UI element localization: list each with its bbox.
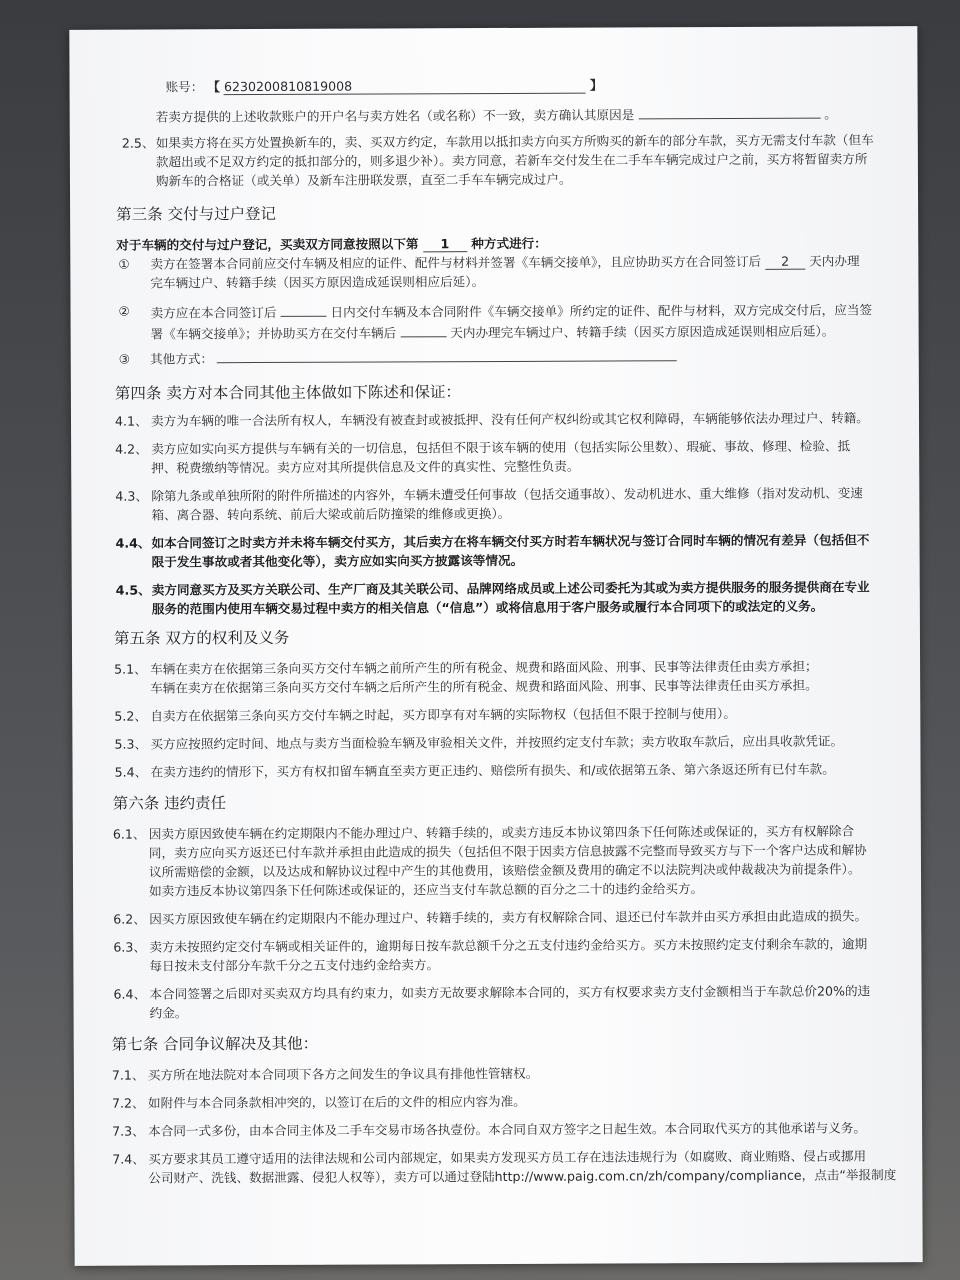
clause-line: 因卖方原因致使车辆在约定期限内不能办理过户、转籍手续的，或卖方违反本协议第四条下任何陈述或保证的，买方有权解除合	[148, 823, 855, 842]
clause-2-5	[122, 130, 874, 190]
option-text: 其他方式：	[150, 351, 214, 367]
mismatch-end: 。	[824, 106, 837, 122]
clause-line: 在卖方违约的情形下，买方有权扣留车辆直至卖方更正违约、赔偿所有损失、和/或依据第五条、第六条返还所有已付车款。	[150, 761, 835, 780]
option-text: 天内办理	[809, 253, 860, 269]
article-7-title: 第七条 合同争议解决及其他：	[111, 1034, 319, 1054]
clause-number: 6.4、	[113, 986, 147, 1002]
clause-item	[116, 530, 870, 571]
clause-number: 4.5、	[115, 582, 151, 598]
clause-number: 6.2、	[113, 911, 146, 927]
clause-line: 箱、离合器、转向系统、前后大梁或前后防撞梁的维修或更换）。	[151, 505, 511, 523]
clause-number: 4.1、	[114, 413, 148, 429]
clause-number: 5.3、	[114, 736, 148, 752]
intro-text-end: 种方式进行：	[471, 235, 547, 252]
account-mismatch-line	[156, 103, 837, 127]
clause-number: 7.3、	[112, 1123, 145, 1139]
clause-line: 每日按未支付部分车款千分之五支付违约金给卖方。	[149, 957, 440, 974]
clause-number: 7.4、	[112, 1151, 145, 1167]
clause-number: 6.3、	[113, 939, 146, 955]
clause-line: 卖方应如实向买方提供与车辆有关的一切信息，包括但不限于该车辆的使用（包括实际公里数）、瑕疵、事故、修理、检验、抵	[151, 438, 851, 457]
clause-item	[113, 981, 870, 1022]
clause-line: 如本合同签订之时卖方并未将车辆交付买方，其后卖方在将车辆交付买方时若车辆状况与签订合同时车辆的情况有差异（包括但不	[151, 532, 870, 551]
option-text: 完车辆过户、转籍手续（因买方原因造成延误则相应后延）。	[150, 274, 485, 291]
mismatch-reason-blank	[638, 103, 820, 120]
clause-line: 如附件与本合同条款相冲突的，以签订在后的文件的相应内容为准。	[147, 1093, 526, 1111]
clause-line: 因买方原因致使车辆在约定期限内不能办理过户、转籍手续的，卖方有权解除合同、退还已付车款并由买方承担由此造成的损失。	[149, 908, 868, 927]
clause-line: 卖方同意买方及买方关联公司、生产厂商及其关联公司、品牌网络成员或上述公司委托为其或为卖方提供服务的服务提供商在专业	[151, 579, 870, 598]
method-number-blank: 1	[423, 236, 467, 252]
account-close-bracket: 】	[589, 77, 603, 93]
clause-item	[113, 934, 867, 975]
clause-number: 7.2、	[111, 1095, 145, 1111]
clause-item	[112, 1064, 538, 1085]
clause-line: 卖方为车辆的唯一合法所有权人，车辆没有被查封或被抵押、没有任何产权纠纷或其它权利障碍，车辆能够依法办理过户、转籍。	[150, 410, 869, 429]
option-text: 天内办理完车辆过户、转籍手续（因买方原因造成延误则相应后延）。	[450, 323, 835, 341]
clause-line: 如果卖方将在买方处置换新车的，卖、买双方约定，车款用以抵扣卖方向买方所购买的新车的部分车款，买方无需支付车款（但车	[155, 132, 874, 151]
clause-line: 卖方未按照约定交付车辆或相关证件的，逾期每日按车款总额千分之五支付违约金给买方。买方未按照约定支付剩余车款的，逾期	[149, 936, 868, 955]
option-number: ③	[118, 351, 131, 367]
clause-line: 买方要求其员工遵守适用的法律法规和公司内部规定，如果卖方发现买方员工存在违法违规行为（如腐败、商业贿赂、侵占或挪用	[148, 1148, 867, 1167]
clause-item	[112, 1092, 526, 1113]
option-text: 卖方在签署本合同前应交付车辆及相应的证件、配件与材料并签署《车辆交接单》，且应协助买方在合同签订后	[150, 253, 762, 272]
article-6-title: 第六条 违约责任	[112, 794, 227, 813]
clause-item	[112, 1118, 866, 1140]
article-4-title: 第四条 卖方对本合同其他主体做如下陈述和保证：	[114, 383, 461, 403]
article-5-title: 第五条 双方的权利及义务	[113, 628, 290, 648]
clause-line: 本合同一式多份，由本合同主体及二手车交易市场各执壹份。本合同自双方签字之日起生效。本合同取代买方的其他承诺与义务。	[148, 1120, 866, 1139]
article-5-items	[114, 656, 904, 780]
clause-item	[115, 408, 869, 430]
clause-item	[115, 436, 850, 477]
clause-line: 车辆在卖方在依据第三条向买方交付车辆之前所产生的所有税金、规费和路面风险、刑事、民事等法律责任由卖方承担；	[150, 658, 818, 677]
clause-line: 约金。	[149, 1005, 188, 1021]
article-4-items	[114, 408, 905, 617]
other-method-blank	[217, 345, 677, 363]
clause-line: 除第九条或单独所附的附件所描述的内容外，车辆未遭受任何事故（包括交通事故）、发动机进水、重大维修（指对发动机、变速	[151, 485, 863, 504]
clause-number: 4.4、	[115, 535, 151, 551]
clause-line: 限于发生事故或者其他变化等），卖方应如实向买方披露该等情况。	[151, 552, 524, 570]
option-2-transfer-days-blank	[400, 321, 446, 337]
article-3-option-3	[119, 345, 677, 368]
clause-number: 6.1、	[112, 826, 146, 842]
clause-item	[116, 577, 870, 618]
clause-number: 5.4、	[114, 764, 148, 780]
article-3-option-1	[118, 251, 859, 292]
clause-line: 同，卖方应向买方返还已付车款并承担由此造成的损失（包括但不限于因卖方信息披露不完整而导致买方与下一个客户达成和解协	[148, 842, 867, 861]
clause-line: 议所需赔偿的金额，以及达成和解协议过程中产生的其他费用，该赔偿金额及费用的确定不以法院判决或仲裁裁决为前提条件）。	[148, 861, 861, 880]
mismatch-text: 若卖方提供的上述收款账户的开户名与卖方姓名（或名称）不一致，卖方确认其原因是	[155, 107, 635, 125]
clause-number: 2.5、	[121, 135, 155, 151]
clause-number: 7.1、	[111, 1067, 145, 1083]
option-text: 署《车辆交接单》；并协助买方在交付车辆后	[150, 325, 397, 342]
article-6-items	[112, 821, 903, 1021]
clause-item	[114, 657, 818, 698]
clause-item	[114, 731, 843, 753]
option-2-days-blank	[280, 301, 326, 317]
option-number: ②	[118, 303, 130, 319]
clause-line: 购新车的合格证（或关单）及新车注册联发票，直至二手车车辆完成过户。	[155, 171, 572, 189]
intro-text: 对于车辆的交付与过户登记，买卖双方同意按照以下第	[116, 236, 419, 253]
contract-page	[69, 26, 922, 1266]
clause-item	[115, 483, 863, 524]
account-open-bracket: 【	[207, 79, 220, 95]
clause-line: 自卖方在依据第三条向买方交付车辆之时起，买方即享有对车辆的实际物权（包括但不限于控制与使用）。	[150, 705, 736, 724]
account-label: 账号：	[165, 79, 204, 95]
clause-item	[114, 704, 736, 726]
option-number: ①	[118, 256, 130, 272]
clause-line: 买方应按照约定时间、地点与卖方当面检验车辆及审验相关文件，并按照约定支付车款；卖方收取车款后，应出具收款凭证。	[150, 733, 844, 752]
clause-line: 公司财产、洗钱、数据泄露、侵犯人权等），卖方可以通过登陆http://www.paig.com.cn/zh/company/compliance，点击“举报制度	[148, 1167, 897, 1186]
article-3-title: 第三条 交付与过户登记	[116, 204, 277, 224]
article-3-option-2	[118, 298, 872, 343]
option-1-days-blank: 2	[765, 254, 805, 270]
clause-line: 买方所在地法院对本合同项下各方之间发生的争议具有排他性管辖权。	[147, 1065, 539, 1083]
article-7-items	[111, 1062, 902, 1186]
clause-line: 服务的范围内使用车辆交易过程中卖方的相关信息（“信息”）或将信息用于客户服务或履行本合同项下的或法定的义务。	[151, 598, 824, 617]
clause-item	[115, 760, 835, 782]
account-value: 6230200810819008	[224, 78, 586, 96]
clause-line: 押、税费缴纳等情况。卖方应对其所提供信息及文件的真实性、完整性负责。	[151, 458, 580, 476]
article-3-intro	[116, 234, 547, 255]
clause-line: 本合同签署之后即对买卖双方均具有约束力，如卖方无故要求解除本合同的，买方有权要求卖方支付金额相当于车款总价20%的违	[149, 983, 871, 1002]
clause-number: 5.1、	[114, 661, 147, 677]
clause-line: 车辆在卖方在依据第三条向买方交付车辆之后所产生的所有税金、规费和路面风险、刑事、民事等法律责任由买方承担。	[150, 677, 818, 696]
account-line	[166, 76, 603, 97]
clause-item	[113, 821, 867, 900]
clause-line: 款超出或不足双方约定的抵扣部分的，则多退少补）。卖方同意，若新车交付发生在二手车车辆完成过户之前，买方将暂留卖方所	[155, 151, 868, 170]
clause-number: 4.3、	[115, 488, 148, 504]
option-text: 卖方应在本合同签订后	[150, 304, 277, 321]
option-text: 日内交付车辆及本合同附件《车辆交接单》所约定的证件、配件与材料，双方完成交付后，应当签	[330, 302, 873, 320]
clause-item	[113, 906, 867, 928]
clause-item	[112, 1146, 896, 1187]
clause-number: 4.2、	[115, 441, 148, 457]
clause-line: 如卖方违反本协议第四条下任何陈述或保证的，还应当支付车款总额的百分之二十的违约金给买方。	[149, 881, 704, 899]
clause-number: 5.2、	[114, 708, 147, 724]
